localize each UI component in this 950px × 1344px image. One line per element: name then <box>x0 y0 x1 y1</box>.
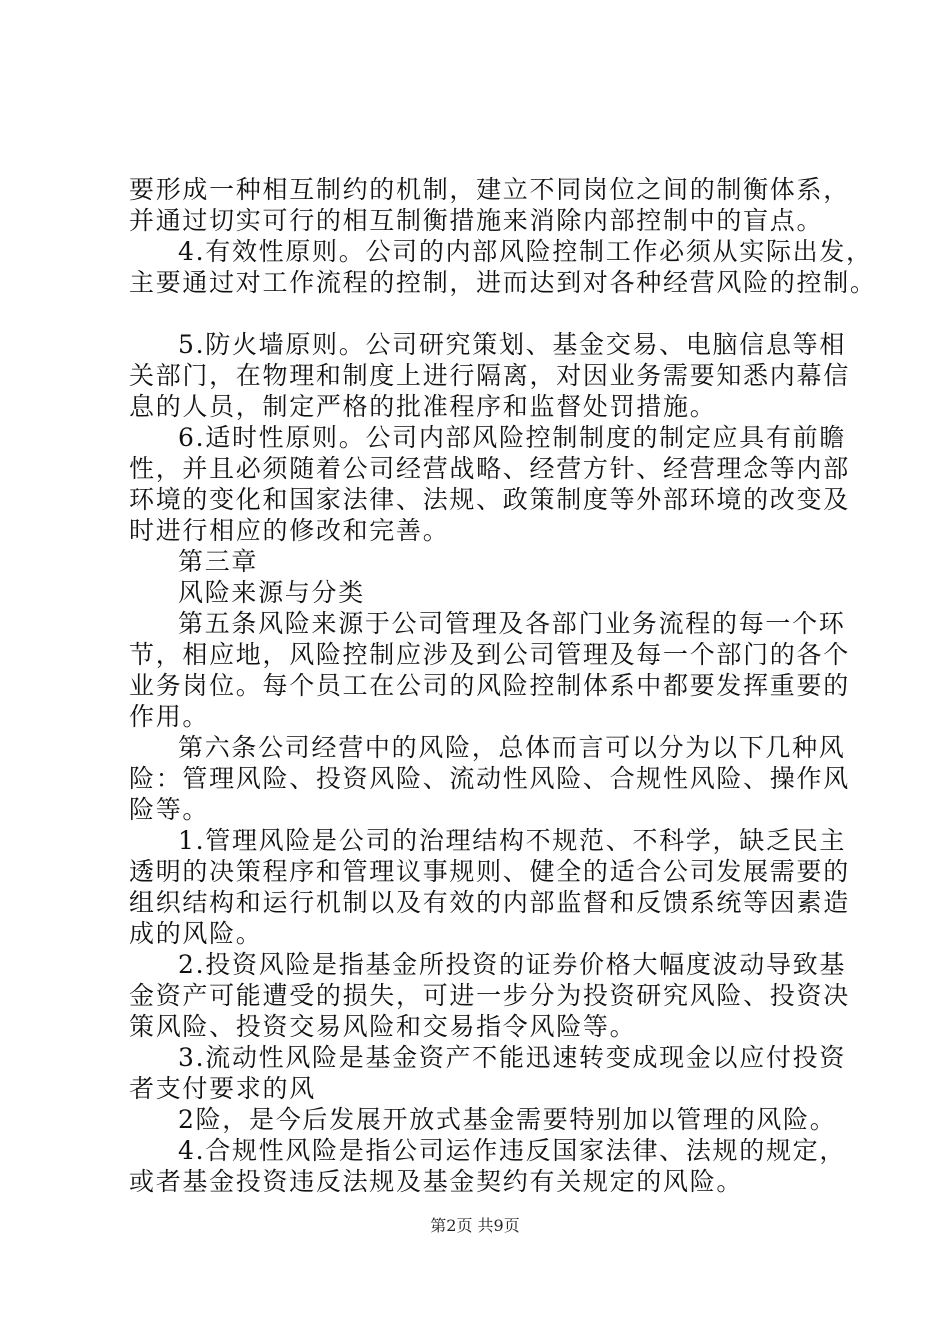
body-line: 策风险、投资交易风险和交易指令风险等。 <box>129 1012 637 1041</box>
body-line: 6.适时性原则。公司内部风险控制制度的制定应具有前瞻 <box>178 423 847 452</box>
body-line: 或者基金投资违反法规及基金契约有关规定的风险。 <box>129 1167 744 1196</box>
body-line: 4.有效性原则。公司的内部风险控制工作必须从实际出发， <box>178 237 873 266</box>
body-line: 透明的决策程序和管理议事规则、健全的适合公司发展需要的 <box>129 857 850 886</box>
body-line: 时进行相应的修改和完善。 <box>129 516 450 545</box>
page-footer: 第2页 共9页 <box>430 1216 520 1235</box>
body-line: 3.流动性风险是基金资产不能迅速转变成现金以应付投资 <box>178 1043 847 1072</box>
body-line: 者支付要求的风 <box>129 1074 316 1103</box>
body-line: 组织结构和运行机制以及有效的内部监督和反馈系统等因素造 <box>129 888 850 917</box>
body-line: 5.防火墙原则。公司研究策划、基金交易、电脑信息等相 <box>178 330 847 359</box>
chapter-title: 风险来源与分类 <box>178 578 365 607</box>
body-line: 要形成一种相互制约的机制，建立不同岗位之间的制衡体系， <box>129 175 850 204</box>
body-line: 2.投资风险是指基金所投资的证券价格大幅度波动导致基 <box>178 950 847 979</box>
chapter-heading: 第三章 <box>178 547 259 576</box>
body-line: 主要通过对工作流程的控制，进而达到对各种经营风险的控制。 <box>129 268 877 297</box>
body-line: 第五条风险来源于公司管理及各部门业务流程的每一个环 <box>178 609 846 638</box>
body-line: 节，相应地，风险控制应涉及到公司管理及每一个部门的各个 <box>129 640 850 669</box>
body-line: 成的风险。 <box>129 919 263 948</box>
body-line: 金资产可能遭受的损失，可进一步分为投资研究风险、投资决 <box>129 981 850 1010</box>
body-line: 4.合规性风险是指公司运作违反国家法律、法规的规定， <box>178 1136 847 1165</box>
body-line: 第六条公司经营中的风险，总体而言可以分为以下几种风 <box>178 733 846 762</box>
body-line: 险等。 <box>129 795 210 824</box>
body-line: 并通过切实可行的相互制衡措施来消除内部控制中的盲点。 <box>129 206 824 235</box>
body-line: 环境的变化和国家法律、法规、政策制度等外部环境的改变及 <box>129 485 850 514</box>
body-line: 险：管理风险、投资风险、流动性风险、合规性风险、操作风 <box>129 764 850 793</box>
body-line: 1.管理风险是公司的治理结构不规范、不科学，缺乏民主 <box>178 826 847 855</box>
body-line: 业务岗位。每个员工在公司的风险控制体系中都要发挥重要的 <box>129 671 850 700</box>
body-line: 息的人员，制定严格的批准程序和监督处罚措施。 <box>129 392 717 421</box>
body-line: 性，并且必须随着公司经营战略、经营方针、经营理念等内部 <box>129 454 850 483</box>
body-line: 关部门，在物理和制度上进行隔离，对因业务需要知悉内幕信 <box>129 361 850 390</box>
body-line: 作用。 <box>129 702 210 731</box>
body-line: 2险，是今后发展开放式基金需要特别加以管理的风险。 <box>178 1105 837 1134</box>
